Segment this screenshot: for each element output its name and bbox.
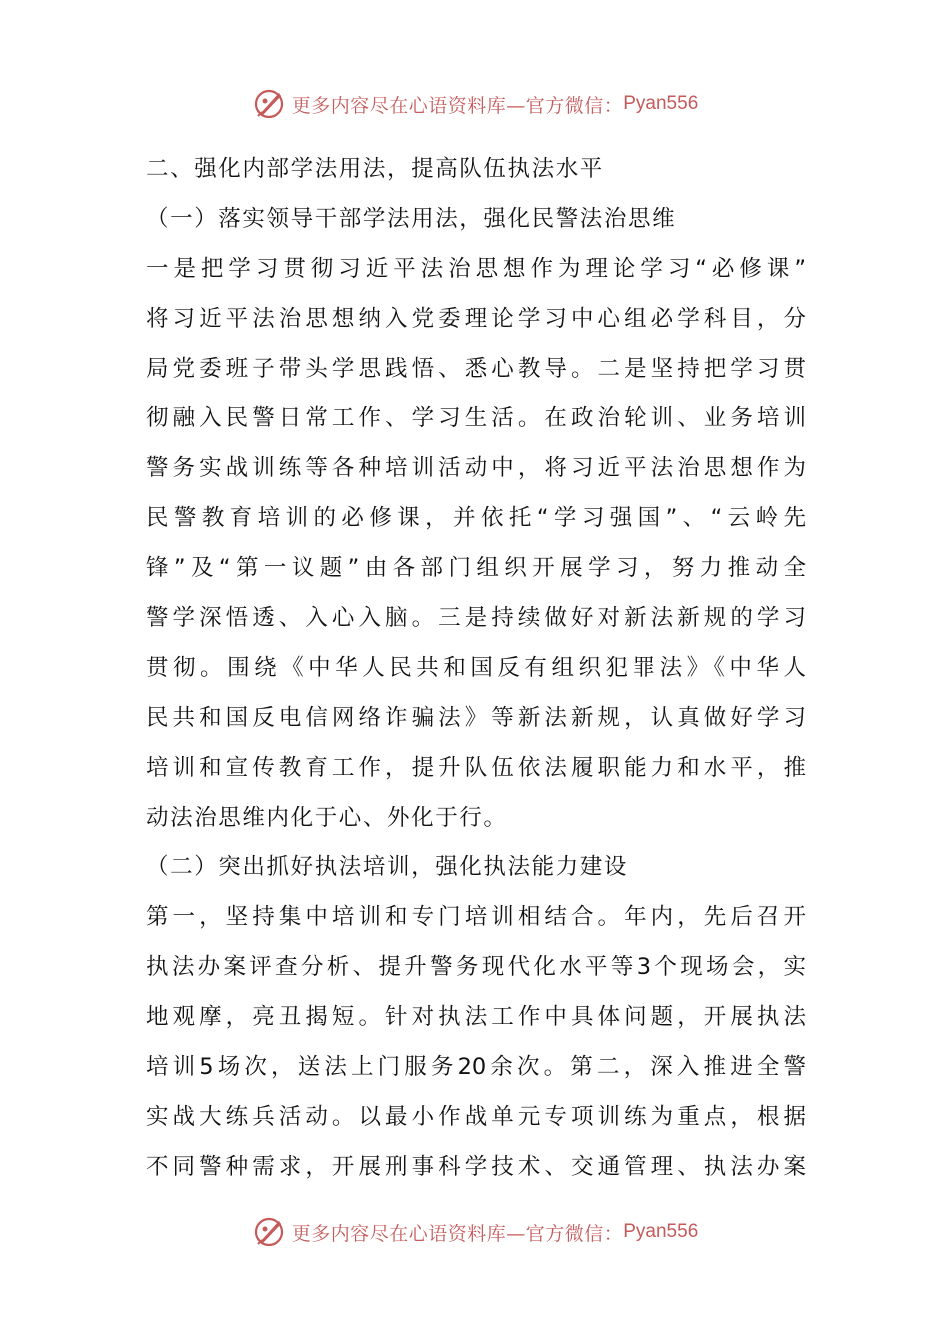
header-banner-wechat-id: Pyan556	[623, 93, 699, 114]
text-line: 警学深悟透、入心入脑。三是持续做好对新法新规的学习	[146, 605, 806, 632]
text-line: 彻融入民警日常工作、学习生活。在政治轮训、业务培训	[146, 405, 806, 432]
text-line: 贯彻。围绕《中华人民共和国反有组织犯罪法》《中华人	[146, 654, 806, 681]
footer-watermark-banner	[0, 1212, 950, 1252]
text-line: （二）突出抓好执法培训，强化执法能力建设	[146, 854, 629, 881]
footer-banner-text: 更多内容尽在心语资料库—官方微信：	[291, 1222, 624, 1245]
text-line: 培训和宣传教育工作，提升队伍依法履职能力和水平，推	[146, 754, 806, 781]
text-line: 局党委班子带头学思践悟、悉心教导。二是坚持把学习贯	[146, 355, 806, 382]
text-line: 警务实战训练等各种培训活动中，将习近平法治思想作为	[146, 455, 806, 482]
text-line: 将习近平法治思想纳入党委理论学习中心组必学科目，分	[146, 305, 806, 332]
footer-banner-wechat-id: Pyan556	[623, 1221, 699, 1242]
document-body	[146, 145, 806, 1193]
header-banner-text: 更多内容尽在心语资料库—官方微信：	[291, 94, 624, 117]
text-line: 培训5场次，送法上门服务20余次。第二，深入推进全警	[146, 1054, 806, 1081]
text-line: （一）落实领导干部学法用法，强化民警法治思维	[146, 205, 677, 232]
text-line: 民警教育培训的必修课，并依托“学习强国”、“云岭先	[146, 505, 806, 532]
text-line: 第一，坚持集中培训和专门培训相结合。年内，先后召开	[146, 904, 806, 931]
text-line: 二、强化内部学法用法，提高队伍执法水平	[146, 156, 604, 182]
quill-seal-logo-icon	[252, 1215, 286, 1249]
text-line: 民共和国反电信网络诈骗法》等新法新规，认真做好学习	[146, 704, 806, 731]
text-line: 执法办案评查分析、提升警务现代化水平等3个现场会，实	[146, 954, 806, 981]
text-line: 锋”及“第一议题”由各部门组织开展学习，努力推动全	[146, 555, 806, 582]
quill-seal-logo-icon	[252, 87, 286, 121]
text-line: 一是把学习贯彻习近平法治思想作为理论学习“必修课”	[146, 255, 806, 282]
header-watermark-banner	[0, 84, 950, 124]
text-line: 不同警种需求，开展刑事科学技术、交通管理、执法办案	[146, 1153, 806, 1180]
text-line: 动法治思维内化于心、外化于行。	[146, 804, 508, 831]
text-line: 地观摩，亮丑揭短。针对执法工作中具体问题，开展执法	[146, 1004, 806, 1031]
text-line: 实战大练兵活动。以最小作战单元专项训练为重点，根据	[146, 1103, 806, 1130]
